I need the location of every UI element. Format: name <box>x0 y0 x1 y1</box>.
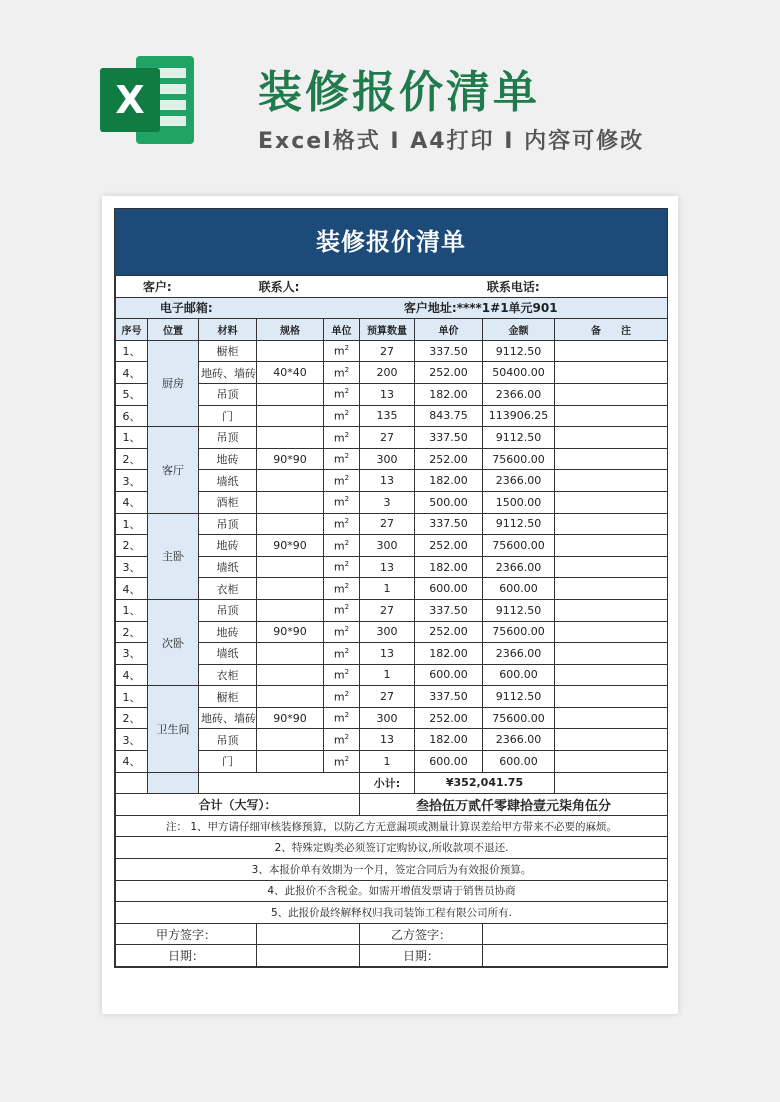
quantity-cell: 3 <box>360 491 415 513</box>
table-row <box>116 448 668 470</box>
amount-cell: 9112.50 <box>483 427 555 449</box>
quantity-cell: 1 <box>360 751 415 773</box>
amount-cell: 9112.50 <box>483 513 555 535</box>
column-header: 金额 <box>483 319 555 341</box>
material-cell: 门 <box>199 751 257 773</box>
unit-base: m <box>333 560 345 574</box>
note-row <box>116 815 668 837</box>
amount-cell: 600.00 <box>483 664 555 686</box>
price-cell: 337.50 <box>415 340 483 362</box>
party-a-sign-field[interactable] <box>257 923 360 945</box>
price-cell: 252.00 <box>415 707 483 729</box>
material-cell: 吊顶 <box>199 427 257 449</box>
email-label: 电子邮箱: <box>116 297 257 319</box>
material-cell: 吊顶 <box>199 513 257 535</box>
unit-superscript: 2 <box>344 646 350 655</box>
location-cell: 客厅 <box>148 427 199 513</box>
row-number: 2、 <box>116 535 148 557</box>
amount-cell: 113906.25 <box>483 405 555 427</box>
banner-title: 装修报价清单 <box>258 67 540 118</box>
material-cell: 墙纸 <box>199 643 257 665</box>
quantity-cell: 13 <box>360 383 415 405</box>
spec-cell <box>257 686 324 708</box>
remark-cell <box>555 535 668 557</box>
table-row <box>116 599 668 621</box>
spec-cell: 90*90 <box>257 707 324 729</box>
note-text: 2、特殊定购类必须签订定购协议,所收款项不退还. <box>116 837 668 859</box>
remark-cell <box>555 470 668 492</box>
quantity-cell: 1 <box>360 578 415 600</box>
spec-cell <box>257 513 324 535</box>
table-row <box>116 427 668 449</box>
column-header: 备 注 <box>555 319 668 341</box>
table-row <box>116 383 668 405</box>
quantity-cell: 27 <box>360 513 415 535</box>
material-cell: 墙纸 <box>199 470 257 492</box>
quantity-cell: 13 <box>360 470 415 492</box>
table-row <box>116 362 668 384</box>
row-number: 2、 <box>116 621 148 643</box>
price-cell: 843.75 <box>415 405 483 427</box>
row-number: 2、 <box>116 707 148 729</box>
spec-cell <box>257 578 324 600</box>
note-row <box>116 859 668 881</box>
price-cell: 182.00 <box>415 470 483 492</box>
material-cell: 吊顶 <box>199 599 257 621</box>
remark-cell <box>555 664 668 686</box>
price-cell: 600.00 <box>415 751 483 773</box>
material-cell: 地砖、墙砖 <box>199 707 257 729</box>
table-row <box>116 751 668 773</box>
table-row <box>116 535 668 557</box>
note-text: 4、此报价不含税金。如需开增值发票请于销售员协商 <box>116 880 668 902</box>
table-row <box>116 707 668 729</box>
spec-cell <box>257 405 324 427</box>
amount-cell: 600.00 <box>483 751 555 773</box>
material-cell: 地砖 <box>199 621 257 643</box>
table-row <box>116 513 668 535</box>
table-row <box>116 621 668 643</box>
price-cell: 182.00 <box>415 729 483 751</box>
row-number: 4、 <box>116 578 148 600</box>
column-header: 规格 <box>257 319 324 341</box>
unit-superscript: 2 <box>344 409 350 418</box>
unit-cell <box>324 470 360 492</box>
material-cell: 地砖、墙砖 <box>199 362 257 384</box>
column-header: 单价 <box>415 319 483 341</box>
unit-cell <box>324 556 360 578</box>
logo-letter: X <box>115 78 145 122</box>
unit-cell <box>324 448 360 470</box>
quantity-cell: 13 <box>360 729 415 751</box>
unit-base: m <box>333 388 345 402</box>
remark-cell <box>555 448 668 470</box>
unit-superscript: 2 <box>344 387 350 396</box>
row-number: 4、 <box>116 362 148 384</box>
location-cell: 次卧 <box>148 599 199 685</box>
phone-label: 联系电话: <box>360 276 668 298</box>
price-cell: 337.50 <box>415 599 483 621</box>
remark-cell <box>555 686 668 708</box>
unit-base: m <box>333 625 345 639</box>
remark-cell <box>555 599 668 621</box>
remark-cell <box>555 729 668 751</box>
amount-cell: 9112.50 <box>483 686 555 708</box>
unit-superscript: 2 <box>344 430 350 439</box>
note-row <box>116 880 668 902</box>
note-text: 注： 1、甲方请仔细审核装修预算，以防乙方无意漏项或测量计算误差给甲方带来不必要的麻烦。 <box>116 815 668 837</box>
table-row <box>116 556 668 578</box>
spec-cell <box>257 643 324 665</box>
spec-cell <box>257 556 324 578</box>
amount-cell: 9112.50 <box>483 599 555 621</box>
unit-base: m <box>333 409 345 423</box>
quantity-cell: 300 <box>360 707 415 729</box>
unit-superscript: 2 <box>344 668 350 677</box>
table-row <box>116 664 668 686</box>
amount-cell: 2366.00 <box>483 643 555 665</box>
material-cell: 衣柜 <box>199 664 257 686</box>
spec-cell <box>257 751 324 773</box>
remark-cell <box>555 513 668 535</box>
unit-superscript: 2 <box>344 344 350 353</box>
customer-label: 客户: <box>116 276 199 298</box>
empty-cell <box>148 772 199 794</box>
unit-superscript: 2 <box>344 603 350 612</box>
amount-cell: 1500.00 <box>483 491 555 513</box>
banner <box>0 0 780 190</box>
date-row <box>116 945 668 967</box>
material-cell: 衣柜 <box>199 578 257 600</box>
table-row <box>116 686 668 708</box>
spec-cell: 90*90 <box>257 621 324 643</box>
unit-superscript: 2 <box>344 711 350 720</box>
empty-cell <box>199 772 360 794</box>
unit-base: m <box>333 496 345 510</box>
amount-cell: 2366.00 <box>483 729 555 751</box>
unit-cell <box>324 427 360 449</box>
unit-cell <box>324 729 360 751</box>
unit-cell <box>324 686 360 708</box>
column-header: 位置 <box>148 319 199 341</box>
column-header: 序号 <box>116 319 148 341</box>
unit-cell <box>324 707 360 729</box>
remark-cell <box>555 621 668 643</box>
signature-row <box>116 923 668 945</box>
remark-cell <box>555 751 668 773</box>
unit-cell <box>324 513 360 535</box>
unit-cell <box>324 578 360 600</box>
quote-sheet <box>114 208 668 968</box>
unit-base: m <box>333 539 345 553</box>
unit-base: m <box>333 647 345 661</box>
location-cell: 卫生间 <box>148 686 199 772</box>
table-row <box>116 578 668 600</box>
amount-cell: 600.00 <box>483 578 555 600</box>
row-number: 1、 <box>116 427 148 449</box>
amount-cell: 2366.00 <box>483 470 555 492</box>
remark-cell <box>555 362 668 384</box>
unit-cell <box>324 664 360 686</box>
date-field-a[interactable] <box>257 945 360 967</box>
sheet-title: 装修报价清单 <box>115 209 667 275</box>
remark-cell <box>555 405 668 427</box>
quantity-cell: 13 <box>360 556 415 578</box>
date-label-b: 日期： <box>360 945 483 967</box>
remark-cell <box>555 427 668 449</box>
party-b-sign-field[interactable] <box>483 923 668 945</box>
document-paper <box>102 196 678 1014</box>
table-row <box>116 340 668 362</box>
remark-cell <box>555 643 668 665</box>
material-cell: 吊顶 <box>199 383 257 405</box>
unit-base: m <box>333 517 345 531</box>
unit-superscript: 2 <box>344 624 350 633</box>
unit-base: m <box>333 366 345 380</box>
row-number: 4、 <box>116 664 148 686</box>
table-row <box>116 491 668 513</box>
quantity-cell: 300 <box>360 621 415 643</box>
total-label: 合计（大写）： <box>116 794 360 816</box>
unit-base: m <box>333 452 345 466</box>
unit-cell <box>324 362 360 384</box>
price-cell: 252.00 <box>415 448 483 470</box>
spec-cell <box>257 427 324 449</box>
row-number: 4、 <box>116 751 148 773</box>
unit-base: m <box>333 604 345 618</box>
total-row <box>116 794 668 816</box>
price-cell: 252.00 <box>415 621 483 643</box>
spec-cell: 90*90 <box>257 535 324 557</box>
unit-base: m <box>333 431 345 445</box>
amount-cell: 50400.00 <box>483 362 555 384</box>
row-number: 4、 <box>116 491 148 513</box>
remark-cell <box>555 383 668 405</box>
amount-cell: 75600.00 <box>483 535 555 557</box>
address-label: 客户地址:****1#1单元901 <box>257 297 668 319</box>
price-cell: 182.00 <box>415 383 483 405</box>
quantity-cell: 27 <box>360 599 415 621</box>
unit-cell <box>324 599 360 621</box>
banner-subtitle: Excel格式 I A4打印 I 内容可修改 <box>258 129 645 154</box>
info-row-email <box>116 297 668 319</box>
unit-superscript: 2 <box>344 560 350 569</box>
unit-superscript: 2 <box>344 689 350 698</box>
amount-cell: 2366.00 <box>483 556 555 578</box>
unit-base: m <box>333 668 345 682</box>
unit-base: m <box>333 582 345 596</box>
row-number: 1、 <box>116 513 148 535</box>
note-text: 5、此报价最终解释权归我司装饰工程有限公司所有. <box>116 902 668 924</box>
unit-cell <box>324 535 360 557</box>
quantity-cell: 27 <box>360 340 415 362</box>
unit-cell <box>324 383 360 405</box>
remark-cell <box>555 556 668 578</box>
empty-cell <box>555 772 668 794</box>
info-row-customer <box>116 276 668 298</box>
unit-base: m <box>333 733 345 747</box>
quantity-cell: 13 <box>360 643 415 665</box>
spec-cell: 90*90 <box>257 448 324 470</box>
remark-cell <box>555 707 668 729</box>
spec-cell <box>257 491 324 513</box>
date-field-b[interactable] <box>483 945 668 967</box>
material-cell: 墙纸 <box>199 556 257 578</box>
amount-cell: 75600.00 <box>483 621 555 643</box>
unit-superscript: 2 <box>344 517 350 525</box>
material-cell: 酒柜 <box>199 491 257 513</box>
row-number: 2、 <box>116 448 148 470</box>
remark-cell <box>555 491 668 513</box>
unit-base: m <box>333 755 345 769</box>
unit-cell <box>324 643 360 665</box>
quantity-cell: 1 <box>360 664 415 686</box>
date-label-a: 日期： <box>116 945 257 967</box>
row-number: 1、 <box>116 340 148 362</box>
unit-superscript: 2 <box>344 452 350 461</box>
table-row <box>116 643 668 665</box>
party-a-sign-label: 甲方签字： <box>116 923 257 945</box>
excel-logo-icon <box>98 52 198 148</box>
location-cell: 厨房 <box>148 340 199 426</box>
price-cell: 252.00 <box>415 535 483 557</box>
material-cell: 橱柜 <box>199 686 257 708</box>
amount-cell: 75600.00 <box>483 707 555 729</box>
contact-label: 联系人: <box>199 276 360 298</box>
row-number: 3、 <box>116 556 148 578</box>
amount-cell: 9112.50 <box>483 340 555 362</box>
unit-cell <box>324 405 360 427</box>
subtotal-value: ¥352,041.75 <box>415 772 555 794</box>
spec-cell <box>257 664 324 686</box>
spec-cell <box>257 383 324 405</box>
unit-base: m <box>333 474 345 488</box>
column-header: 预算数量 <box>360 319 415 341</box>
spec-cell <box>257 729 324 751</box>
material-cell: 门 <box>199 405 257 427</box>
amount-cell: 2366.00 <box>483 383 555 405</box>
quote-table <box>115 275 668 967</box>
quantity-cell: 200 <box>360 362 415 384</box>
price-cell: 500.00 <box>415 491 483 513</box>
spec-cell <box>257 599 324 621</box>
quantity-cell: 300 <box>360 535 415 557</box>
row-number: 3、 <box>116 470 148 492</box>
subtotal-row <box>116 772 668 794</box>
quantity-cell: 135 <box>360 405 415 427</box>
material-cell: 地砖 <box>199 448 257 470</box>
quantity-cell: 27 <box>360 427 415 449</box>
unit-superscript: 2 <box>344 473 350 482</box>
material-cell: 吊顶 <box>199 729 257 751</box>
row-number: 3、 <box>116 729 148 751</box>
unit-base: m <box>333 690 345 704</box>
amount-cell: 75600.00 <box>483 448 555 470</box>
unit-base: m <box>333 344 345 358</box>
unit-cell <box>324 340 360 362</box>
remark-cell <box>555 578 668 600</box>
table-row <box>116 405 668 427</box>
unit-superscript: 2 <box>344 365 350 374</box>
row-number: 6、 <box>116 405 148 427</box>
subtotal-label: 小计: <box>360 772 415 794</box>
price-cell: 182.00 <box>415 556 483 578</box>
spec-cell: 40*40 <box>257 362 324 384</box>
price-cell: 252.00 <box>415 362 483 384</box>
price-cell: 182.00 <box>415 643 483 665</box>
unit-cell <box>324 491 360 513</box>
column-header: 材料 <box>199 319 257 341</box>
empty-cell <box>116 772 148 794</box>
note-row <box>116 902 668 924</box>
price-cell: 337.50 <box>415 686 483 708</box>
column-header-row <box>116 319 668 341</box>
row-number: 1、 <box>116 686 148 708</box>
unit-superscript: 2 <box>344 754 350 763</box>
unit-superscript: 2 <box>344 732 350 741</box>
material-cell: 地砖 <box>199 535 257 557</box>
party-b-sign-label: 乙方签字： <box>360 923 483 945</box>
note-row <box>116 837 668 859</box>
table-row <box>116 470 668 492</box>
unit-cell <box>324 751 360 773</box>
price-cell: 337.50 <box>415 513 483 535</box>
unit-cell <box>324 621 360 643</box>
spec-cell <box>257 470 324 492</box>
price-cell: 600.00 <box>415 578 483 600</box>
unit-superscript: 2 <box>344 495 350 504</box>
total-value: 叁拾伍万贰仟零肆拾壹元柒角伍分 <box>360 794 668 816</box>
price-cell: 337.50 <box>415 427 483 449</box>
quantity-cell: 300 <box>360 448 415 470</box>
table-row <box>116 729 668 751</box>
unit-base: m <box>333 712 345 725</box>
row-number: 1、 <box>116 599 148 621</box>
quantity-cell: 27 <box>360 686 415 708</box>
location-cell: 主卧 <box>148 513 199 599</box>
material-cell: 橱柜 <box>199 340 257 362</box>
price-cell: 600.00 <box>415 664 483 686</box>
row-number: 3、 <box>116 643 148 665</box>
column-header: 单位 <box>324 319 360 341</box>
unit-superscript: 2 <box>344 538 350 547</box>
spec-cell <box>257 340 324 362</box>
row-number: 5、 <box>116 383 148 405</box>
unit-superscript: 2 <box>344 581 350 590</box>
note-text: 3、本报价单有效期为一个月，签定合同后为有效报价预算。 <box>116 859 668 881</box>
remark-cell <box>555 340 668 362</box>
